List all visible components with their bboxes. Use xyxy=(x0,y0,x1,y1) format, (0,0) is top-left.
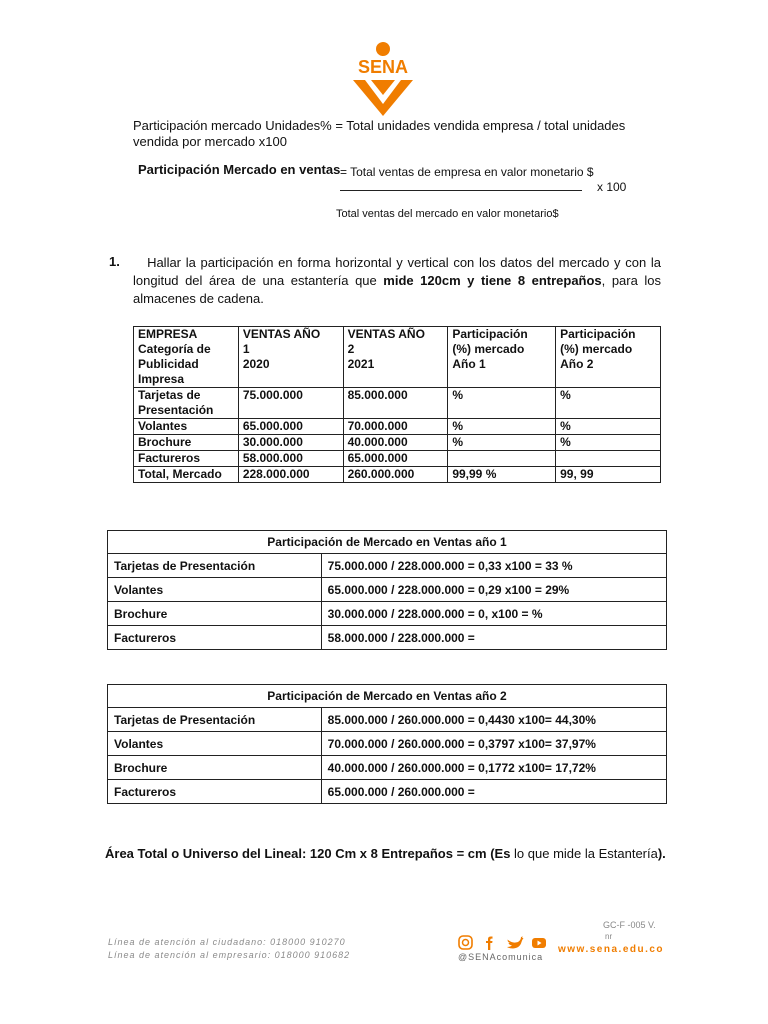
table-cell: Volantes xyxy=(134,419,239,435)
table-cell: 40.000.000 / 260.000.000 = 0,1772 x100= 17,72% xyxy=(321,756,666,780)
header-participacion-ano-2: Participación (%) mercado Año 2 xyxy=(556,327,661,388)
table-cell: Factureros xyxy=(134,451,239,467)
table-cell: % xyxy=(556,419,661,435)
table-title-row xyxy=(108,685,667,708)
ventas-multiplier: x 100 xyxy=(597,180,627,194)
document-code-2: nr xyxy=(605,932,613,941)
table-cell: % xyxy=(556,435,661,451)
table-title: Participación de Mercado en Ventas año 1 xyxy=(108,531,667,554)
table-cell: 70.000.000 xyxy=(343,419,448,435)
table-cell: 58.000.000 xyxy=(238,451,343,467)
table-row xyxy=(134,419,661,435)
table-cell: 65.000.000 / 260.000.000 = xyxy=(321,780,666,804)
table-cell: 70.000.000 / 260.000.000 = 0,3797 x100= 37,97% xyxy=(321,732,666,756)
ventas-numerator: = Total ventas de empresa en valor monetario $ xyxy=(340,165,594,179)
table-cell: 260.000.000 xyxy=(343,467,448,483)
table-row xyxy=(108,780,667,804)
table-cell: Volantes xyxy=(108,578,322,602)
table-cell: 30.000.000 / 228.000.000 = 0, x100 = % xyxy=(321,602,666,626)
table-cell: 65.000.000 / 228.000.000 = 0,29 x100 = 29% xyxy=(321,578,666,602)
table-cell: Volantes xyxy=(108,732,322,756)
table-cell: 85.000.000 / 260.000.000 = 0,4430 x100= 44,30% xyxy=(321,708,666,732)
table-cell: 99, 99 xyxy=(556,467,661,483)
table-cell: Factureros xyxy=(108,626,322,650)
table-cell: 58.000.000 / 228.000.000 = xyxy=(321,626,666,650)
table-row xyxy=(134,435,661,451)
instagram-icon[interactable] xyxy=(459,936,472,949)
twitter-icon[interactable] xyxy=(507,937,524,949)
table-title-row xyxy=(108,531,667,554)
header-ventas-ano-2: VENTAS AÑO 2 2021 xyxy=(343,327,448,388)
table-row xyxy=(134,388,661,419)
table-cell: Factureros xyxy=(108,780,322,804)
table-row xyxy=(134,451,661,467)
table-cell: 75.000.000 xyxy=(238,388,343,419)
table-row xyxy=(108,626,667,650)
table-cell: Tarjetas de Presentación xyxy=(108,708,322,732)
table-cell: 65.000.000 xyxy=(238,419,343,435)
table-cell: 30.000.000 xyxy=(238,435,343,451)
area-total-text: Área Total o Universo del Lineal: 120 Cm x 8 Entrepaños = cm (Es lo que mide la Estantería). xyxy=(105,846,666,861)
participacion-ventas-label: Participación Mercado en ventas xyxy=(138,162,341,177)
table-cell: Brochure xyxy=(108,756,322,780)
header-empresa: EMPRESA Categoría de Publicidad Impresa xyxy=(134,327,239,388)
table-row xyxy=(108,554,667,578)
document-code: GC-F -005 V. xyxy=(603,920,656,930)
table-cell xyxy=(556,451,661,467)
table-cell: Brochure xyxy=(108,602,322,626)
table-cell: % xyxy=(556,388,661,419)
table-cell: % xyxy=(448,388,556,419)
table-row xyxy=(108,732,667,756)
ventas-denominator: Total ventas del mercado en valor monetario$ xyxy=(336,208,559,220)
table-row xyxy=(108,708,667,732)
table-cell: Brochure xyxy=(134,435,239,451)
table-cell: 65.000.000 xyxy=(343,451,448,467)
fraction-line xyxy=(340,190,582,191)
table-cell: Tarjetas de Presentación xyxy=(108,554,322,578)
social-handle: @SENAcomunica xyxy=(458,952,544,962)
header-ventas-ano-1: VENTAS AÑO 1 2020 xyxy=(238,327,343,388)
table-cell: Tarjetas de Presentación xyxy=(134,388,239,419)
header-participacion-ano-1: Participación (%) mercado Año 1 xyxy=(448,327,556,388)
table-title: Participación de Mercado en Ventas año 2 xyxy=(108,685,667,708)
business-phone-line: Línea de atención al empresario: 018000 910682 xyxy=(108,950,351,960)
market-data-table xyxy=(133,326,661,483)
table-cell: 40.000.000 xyxy=(343,435,448,451)
table-cell: 99,99 % xyxy=(448,467,556,483)
youtube-icon[interactable] xyxy=(532,938,546,948)
table-cell: % xyxy=(448,419,556,435)
table-row xyxy=(108,756,667,780)
table-cell: Total, Mercado xyxy=(134,467,239,483)
facebook-icon[interactable] xyxy=(486,937,493,951)
table-cell: 228.000.000 xyxy=(238,467,343,483)
question-number: 1. xyxy=(109,254,120,269)
website-link[interactable]: www.sena.edu.co xyxy=(558,944,665,955)
table-cell: 75.000.000 / 228.000.000 = 0,33 x100 = 33 % xyxy=(321,554,666,578)
citizen-phone-line: Línea de atención al ciudadano: 018000 910270 xyxy=(108,937,346,947)
participacion-unidades-text: Participación mercado Unidades% = Total unidades vendida empresa / total unidades vendida por mercado x100 xyxy=(133,118,626,149)
table-header-row xyxy=(134,327,661,388)
svg-text:SENA: SENA xyxy=(357,57,409,77)
participacion-ano-1-table xyxy=(107,530,667,650)
sena-logo xyxy=(345,40,421,116)
social-icons xyxy=(458,935,548,951)
participacion-ano-2-table xyxy=(107,684,667,804)
table-row xyxy=(108,602,667,626)
question-text: Hallar la participación en forma horizontal y vertical con los datos del mercado y con la longitud del área de una estantería que mide 120cm y tiene 8 entrepaños, para los almacenes de cadena. xyxy=(133,255,661,306)
table-cell: % xyxy=(448,435,556,451)
table-total-row xyxy=(134,467,661,483)
table-row xyxy=(108,578,667,602)
table-cell xyxy=(448,451,556,467)
table-cell: 85.000.000 xyxy=(343,388,448,419)
